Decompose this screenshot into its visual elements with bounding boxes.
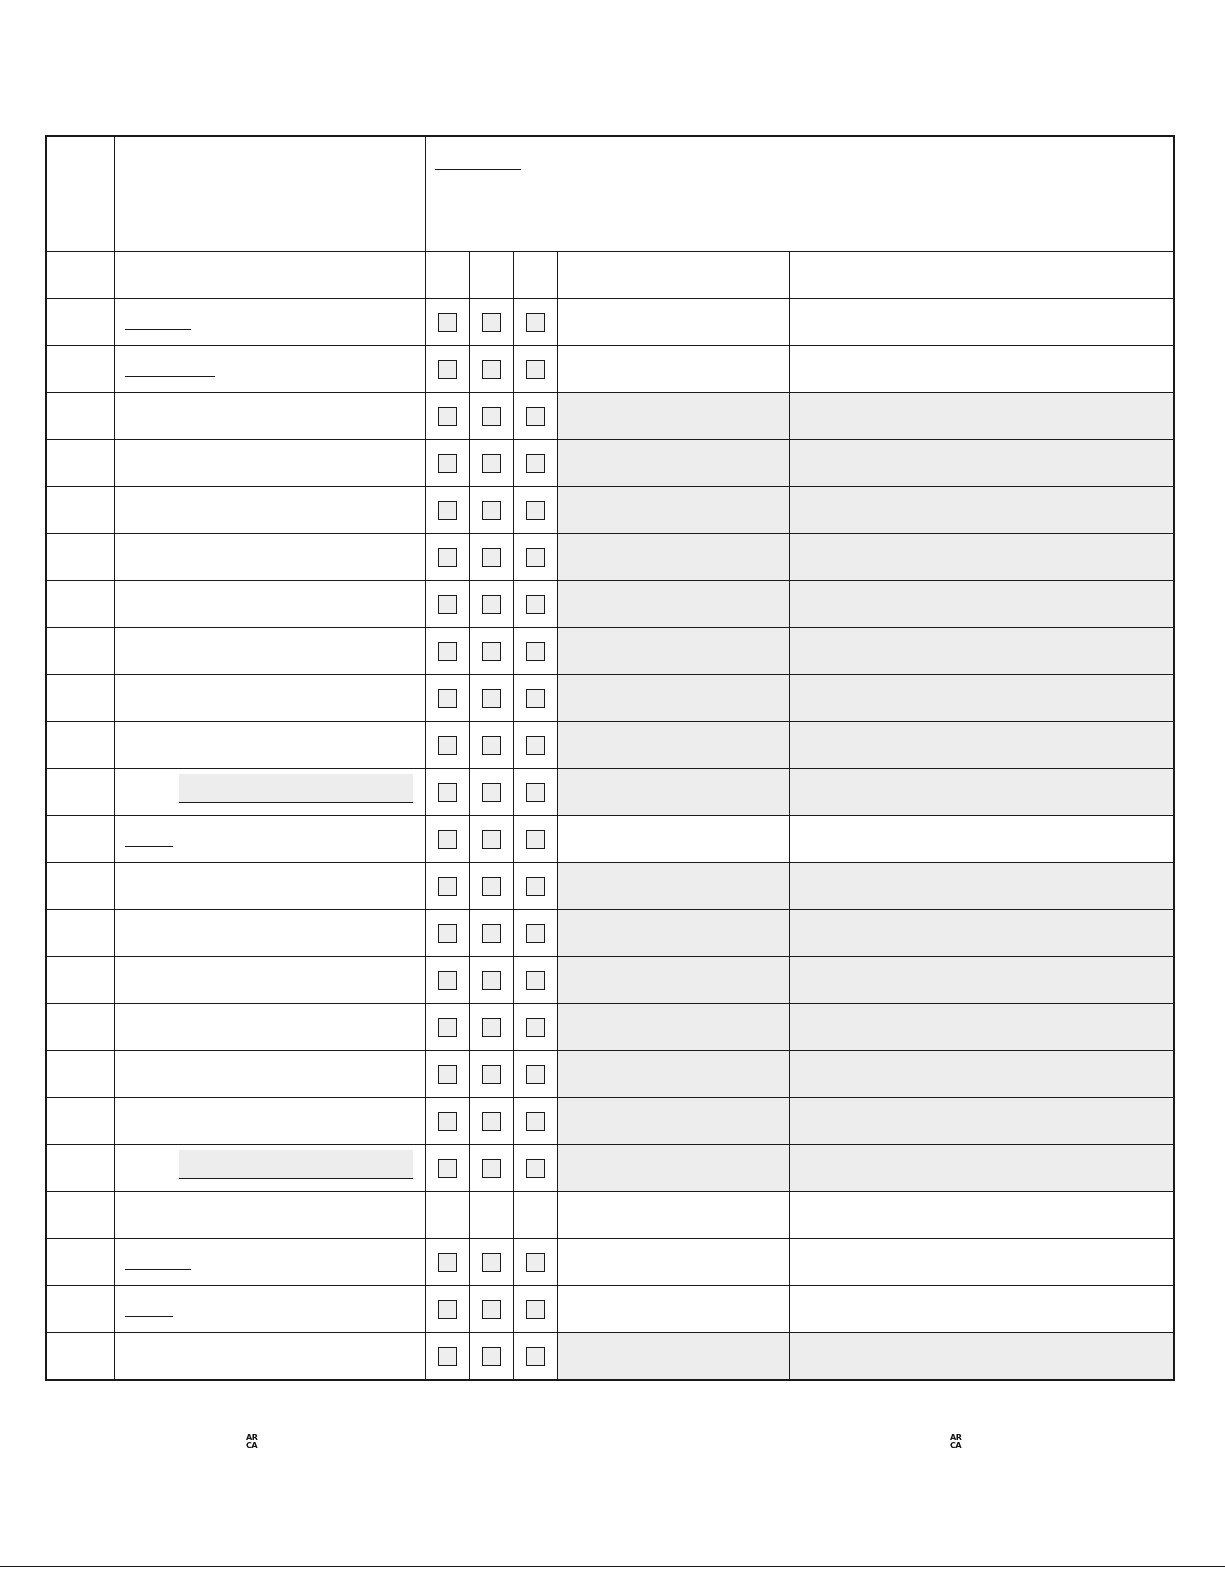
detail-field[interactable] xyxy=(789,1051,1174,1098)
detail-field[interactable] xyxy=(789,487,1174,534)
detail-field[interactable] xyxy=(789,769,1174,816)
checkbox-b[interactable] xyxy=(482,877,501,896)
checkbox-c[interactable] xyxy=(526,642,545,661)
checkbox-b[interactable] xyxy=(482,736,501,755)
col-head-comment xyxy=(557,252,789,299)
checkbox-b[interactable] xyxy=(482,783,501,802)
form-row xyxy=(46,1192,1174,1239)
checkbox-b[interactable] xyxy=(482,830,501,849)
row-number-cell xyxy=(46,722,114,769)
footer-logo-left-top: AR xyxy=(246,1433,258,1442)
detail-field[interactable] xyxy=(789,534,1174,581)
form-row xyxy=(46,393,1174,440)
check-a-cell xyxy=(425,440,469,487)
footer-logo-left-bottom: CA xyxy=(246,1441,258,1450)
col-head-item xyxy=(114,252,425,299)
check-a-cell xyxy=(425,957,469,1004)
checkbox-c[interactable] xyxy=(526,783,545,802)
check-b-cell xyxy=(469,1098,513,1145)
form-row xyxy=(46,957,1174,1004)
footer-logo-right-top: AR xyxy=(950,1433,962,1442)
check-a-cell xyxy=(425,675,469,722)
check-c-cell xyxy=(513,581,557,628)
form-row xyxy=(46,581,1174,628)
checkbox-b[interactable] xyxy=(482,1112,501,1131)
detail-field[interactable] xyxy=(789,863,1174,910)
check-a-cell xyxy=(425,346,469,393)
checkbox-a[interactable] xyxy=(438,501,457,520)
checkbox-c[interactable] xyxy=(526,1112,545,1131)
checkbox-c[interactable] xyxy=(526,830,545,849)
comment-field[interactable] xyxy=(557,1051,789,1098)
row-label-cell xyxy=(114,346,425,393)
row-label-cell xyxy=(114,1051,425,1098)
footer-logo-left xyxy=(246,1434,257,1450)
form-row xyxy=(46,487,1174,534)
form-row xyxy=(46,816,1174,863)
checkbox-a[interactable] xyxy=(438,548,457,567)
label-underline xyxy=(125,376,215,377)
check-b-cell xyxy=(469,722,513,769)
comment-field[interactable] xyxy=(557,1239,789,1286)
row-number-cell xyxy=(46,816,114,863)
check-b-cell xyxy=(469,581,513,628)
check-c-cell xyxy=(513,769,557,816)
detail-field[interactable] xyxy=(789,1098,1174,1145)
checkbox-a[interactable] xyxy=(438,407,457,426)
row-number-cell xyxy=(46,299,114,346)
row-number-cell xyxy=(46,487,114,534)
row-label-cell xyxy=(114,769,425,816)
inspection-form-table xyxy=(45,135,1175,1381)
check-b-cell xyxy=(469,675,513,722)
detail-field[interactable] xyxy=(789,1286,1174,1333)
header-number-cell xyxy=(46,136,114,252)
detail-field[interactable] xyxy=(789,1145,1174,1192)
row-label-cell xyxy=(114,487,425,534)
label-underline xyxy=(125,1269,191,1270)
row-number-cell xyxy=(46,863,114,910)
comment-field[interactable] xyxy=(557,816,789,863)
check-c-cell xyxy=(513,346,557,393)
checkbox-a[interactable] xyxy=(438,1112,457,1131)
detail-field[interactable] xyxy=(789,957,1174,1004)
checkbox-a[interactable] xyxy=(438,454,457,473)
row-label-cell xyxy=(114,299,425,346)
checkbox-b[interactable] xyxy=(482,689,501,708)
row-number-cell xyxy=(46,1145,114,1192)
header-title-underline xyxy=(435,169,521,170)
checkbox-c[interactable] xyxy=(526,313,545,332)
form-row xyxy=(46,675,1174,722)
checkbox-a[interactable] xyxy=(438,595,457,614)
check-a-cell xyxy=(425,1004,469,1051)
checkbox-b[interactable] xyxy=(482,1018,501,1037)
check-c-cell xyxy=(513,440,557,487)
form-row xyxy=(46,863,1174,910)
checkbox-b[interactable] xyxy=(482,501,501,520)
check-c-cell xyxy=(513,675,557,722)
checkbox-a[interactable] xyxy=(438,736,457,755)
check-b-cell xyxy=(469,910,513,957)
row-number-cell xyxy=(46,1239,114,1286)
label-underline xyxy=(125,846,173,847)
row-number-cell xyxy=(46,628,114,675)
detail-field[interactable] xyxy=(789,346,1174,393)
check-b-cell xyxy=(469,816,513,863)
checkbox-b[interactable] xyxy=(482,642,501,661)
form-row xyxy=(46,1098,1174,1145)
row-label-cell xyxy=(114,863,425,910)
checkbox-b[interactable] xyxy=(482,454,501,473)
footer-logo-right xyxy=(950,1434,961,1450)
detail-field[interactable] xyxy=(789,1239,1174,1286)
row-label-cell xyxy=(114,957,425,1004)
check-b-cell xyxy=(469,393,513,440)
detail-field[interactable] xyxy=(789,1192,1174,1239)
checkbox-c[interactable] xyxy=(526,1347,545,1366)
form-row xyxy=(46,440,1174,487)
detail-field[interactable] xyxy=(789,440,1174,487)
form-row xyxy=(46,1004,1174,1051)
checkbox-a[interactable] xyxy=(438,1065,457,1084)
check-a-cell xyxy=(425,722,469,769)
comment-field[interactable] xyxy=(557,299,789,346)
check-a-cell xyxy=(425,299,469,346)
comment-field[interactable] xyxy=(557,1145,789,1192)
check-a-cell xyxy=(425,1286,469,1333)
comment-field[interactable] xyxy=(557,1004,789,1051)
detail-field[interactable] xyxy=(789,675,1174,722)
checkbox-c[interactable] xyxy=(526,971,545,990)
check-a-cell xyxy=(425,1145,469,1192)
comment-field[interactable] xyxy=(557,393,789,440)
check-c-cell xyxy=(513,910,557,957)
checkbox-b[interactable] xyxy=(482,1300,501,1319)
row-number-cell xyxy=(46,440,114,487)
form-row xyxy=(46,722,1174,769)
check-c-cell xyxy=(513,1286,557,1333)
check-a-cell xyxy=(425,816,469,863)
check-c-cell xyxy=(513,1239,557,1286)
checkbox-c[interactable] xyxy=(526,689,545,708)
checkbox-c[interactable] xyxy=(526,595,545,614)
check-b-cell xyxy=(469,1145,513,1192)
col-head-detail xyxy=(789,252,1174,299)
row-number-cell xyxy=(46,1098,114,1145)
row-label-cell xyxy=(114,1098,425,1145)
col-head-check-c xyxy=(513,252,557,299)
comment-field[interactable] xyxy=(557,346,789,393)
check-c-cell xyxy=(513,1333,557,1381)
checkbox-a[interactable] xyxy=(438,313,457,332)
checkbox-b[interactable] xyxy=(482,548,501,567)
check-c-cell xyxy=(513,816,557,863)
check-c-cell xyxy=(513,1098,557,1145)
comment-field[interactable] xyxy=(557,534,789,581)
checkbox-c[interactable] xyxy=(526,1065,545,1084)
checkbox-a[interactable] xyxy=(438,360,457,379)
row-label-cell xyxy=(114,722,425,769)
check-c-cell xyxy=(513,722,557,769)
detail-field[interactable] xyxy=(789,628,1174,675)
check-a-cell xyxy=(425,769,469,816)
checkbox-a[interactable] xyxy=(438,689,457,708)
row-number-cell xyxy=(46,534,114,581)
other-specify-field[interactable] xyxy=(179,774,413,803)
form-row xyxy=(46,1051,1174,1098)
form-row xyxy=(46,910,1174,957)
row-number-cell xyxy=(46,910,114,957)
check-b-cell xyxy=(469,1192,513,1239)
check-a-cell xyxy=(425,487,469,534)
check-b-cell xyxy=(469,628,513,675)
row-number-cell xyxy=(46,581,114,628)
check-c-cell xyxy=(513,1051,557,1098)
form-header-row xyxy=(46,136,1174,252)
checkbox-b[interactable] xyxy=(482,1065,501,1084)
check-c-cell xyxy=(513,1192,557,1239)
label-underline xyxy=(125,329,191,330)
check-b-cell xyxy=(469,1333,513,1381)
row-label-cell xyxy=(114,393,425,440)
comment-field[interactable] xyxy=(557,628,789,675)
row-number-cell xyxy=(46,1286,114,1333)
row-label-cell xyxy=(114,1145,425,1192)
header-title-cell xyxy=(425,136,1174,252)
check-a-cell xyxy=(425,393,469,440)
checkbox-c[interactable] xyxy=(526,736,545,755)
checkbox-a[interactable] xyxy=(438,642,457,661)
checkbox-a[interactable] xyxy=(438,971,457,990)
check-c-cell xyxy=(513,299,557,346)
checkbox-a[interactable] xyxy=(438,1253,457,1272)
checkbox-a[interactable] xyxy=(438,783,457,802)
check-c-cell xyxy=(513,393,557,440)
checkbox-c[interactable] xyxy=(526,407,545,426)
comment-field[interactable] xyxy=(557,957,789,1004)
checkbox-c[interactable] xyxy=(526,877,545,896)
row-label-cell xyxy=(114,675,425,722)
check-c-cell xyxy=(513,628,557,675)
column-heading-row xyxy=(46,252,1174,299)
checkbox-c[interactable] xyxy=(526,501,545,520)
check-b-cell xyxy=(469,863,513,910)
checkbox-a[interactable] xyxy=(438,1159,457,1178)
row-label-cell xyxy=(114,440,425,487)
comment-field[interactable] xyxy=(557,1098,789,1145)
check-b-cell xyxy=(469,534,513,581)
page-bottom-rule xyxy=(0,1566,1225,1567)
row-number-cell xyxy=(46,769,114,816)
comment-field[interactable] xyxy=(557,675,789,722)
row-label-cell xyxy=(114,581,425,628)
row-label-cell xyxy=(114,1004,425,1051)
checkbox-c[interactable] xyxy=(526,1253,545,1272)
row-number-cell xyxy=(46,346,114,393)
check-b-cell xyxy=(469,769,513,816)
row-number-cell xyxy=(46,1051,114,1098)
check-a-cell xyxy=(425,863,469,910)
comment-field[interactable] xyxy=(557,1286,789,1333)
row-number-cell xyxy=(46,675,114,722)
check-b-cell xyxy=(469,1004,513,1051)
checkbox-c[interactable] xyxy=(526,1018,545,1037)
comment-field[interactable] xyxy=(557,1192,789,1239)
comment-field[interactable] xyxy=(557,440,789,487)
check-b-cell xyxy=(469,957,513,1004)
check-a-cell xyxy=(425,910,469,957)
row-number-cell xyxy=(46,957,114,1004)
check-a-cell xyxy=(425,628,469,675)
detail-field[interactable] xyxy=(789,299,1174,346)
comment-field[interactable] xyxy=(557,863,789,910)
checkbox-c[interactable] xyxy=(526,360,545,379)
col-head-check-b xyxy=(469,252,513,299)
checkbox-c[interactable] xyxy=(526,924,545,943)
row-number-cell xyxy=(46,1192,114,1239)
checkbox-b[interactable] xyxy=(482,1347,501,1366)
check-a-cell xyxy=(425,1051,469,1098)
comment-field[interactable] xyxy=(557,1333,789,1381)
detail-field[interactable] xyxy=(789,581,1174,628)
row-number-cell xyxy=(46,1004,114,1051)
check-a-cell xyxy=(425,1098,469,1145)
row-label-cell xyxy=(114,910,425,957)
comment-field[interactable] xyxy=(557,769,789,816)
checkbox-c[interactable] xyxy=(526,454,545,473)
detail-field[interactable] xyxy=(789,816,1174,863)
row-label-cell xyxy=(114,1239,425,1286)
check-a-cell xyxy=(425,1192,469,1239)
detail-field[interactable] xyxy=(789,393,1174,440)
check-c-cell xyxy=(513,487,557,534)
col-head-number xyxy=(46,252,114,299)
check-c-cell xyxy=(513,1004,557,1051)
form-row xyxy=(46,769,1174,816)
check-b-cell xyxy=(469,1286,513,1333)
row-label-cell xyxy=(114,816,425,863)
check-b-cell xyxy=(469,487,513,534)
check-b-cell xyxy=(469,346,513,393)
form-row xyxy=(46,299,1174,346)
checkbox-a[interactable] xyxy=(438,924,457,943)
check-a-cell xyxy=(425,534,469,581)
footer-logo-right-bottom: CA xyxy=(950,1441,962,1450)
comment-field[interactable] xyxy=(557,581,789,628)
checkbox-c[interactable] xyxy=(526,548,545,567)
header-label-cell xyxy=(114,136,425,252)
check-c-cell xyxy=(513,957,557,1004)
checkbox-b[interactable] xyxy=(482,971,501,990)
row-label-cell xyxy=(114,628,425,675)
check-c-cell xyxy=(513,534,557,581)
checkbox-b[interactable] xyxy=(482,360,501,379)
check-b-cell xyxy=(469,1051,513,1098)
check-b-cell xyxy=(469,440,513,487)
detail-field[interactable] xyxy=(789,1004,1174,1051)
other-specify-field[interactable] xyxy=(179,1150,413,1179)
checkbox-b[interactable] xyxy=(482,1159,501,1178)
row-number-cell xyxy=(46,1333,114,1381)
row-label-cell xyxy=(114,534,425,581)
checkbox-c[interactable] xyxy=(526,1300,545,1319)
checkbox-a[interactable] xyxy=(438,877,457,896)
form-row xyxy=(46,1286,1174,1333)
checkbox-b[interactable] xyxy=(482,313,501,332)
detail-field[interactable] xyxy=(789,910,1174,957)
col-head-check-a xyxy=(425,252,469,299)
check-c-cell xyxy=(513,863,557,910)
form-row xyxy=(46,346,1174,393)
form-row xyxy=(46,1145,1174,1192)
check-b-cell xyxy=(469,299,513,346)
checkbox-b[interactable] xyxy=(482,407,501,426)
detail-field[interactable] xyxy=(789,722,1174,769)
form-row xyxy=(46,1333,1174,1381)
form-row xyxy=(46,534,1174,581)
row-number-cell xyxy=(46,393,114,440)
comment-field[interactable] xyxy=(557,910,789,957)
check-b-cell xyxy=(469,1239,513,1286)
check-a-cell xyxy=(425,1333,469,1381)
checkbox-a[interactable] xyxy=(438,1018,457,1037)
form-row xyxy=(46,628,1174,675)
row-label-cell xyxy=(114,1333,425,1381)
checkbox-a[interactable] xyxy=(438,830,457,849)
form-row xyxy=(46,1239,1174,1286)
row-label-cell xyxy=(114,1286,425,1333)
comment-field[interactable] xyxy=(557,487,789,534)
check-a-cell xyxy=(425,1239,469,1286)
checkbox-c[interactable] xyxy=(526,1159,545,1178)
checkbox-b[interactable] xyxy=(482,1253,501,1272)
check-a-cell xyxy=(425,581,469,628)
checkbox-b[interactable] xyxy=(482,595,501,614)
check-c-cell xyxy=(513,1145,557,1192)
detail-field[interactable] xyxy=(789,1333,1174,1381)
row-label-cell xyxy=(114,1192,425,1239)
label-underline xyxy=(125,1316,173,1317)
checkbox-a[interactable] xyxy=(438,1347,457,1366)
checkbox-b[interactable] xyxy=(482,924,501,943)
comment-field[interactable] xyxy=(557,722,789,769)
checkbox-a[interactable] xyxy=(438,1300,457,1319)
